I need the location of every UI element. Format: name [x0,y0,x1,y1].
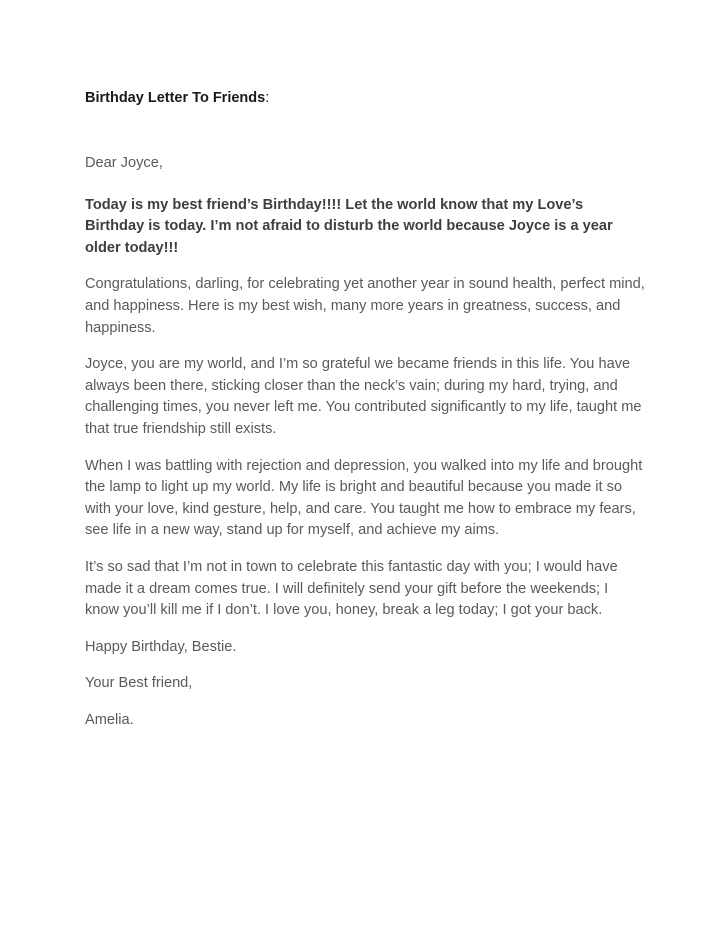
signoff-line: Your Best friend, [85,675,193,692]
opening-paragraph: Today is my best friend’s Birthday!!!! Let the world know that my Love’s Birthday is today. I’m not afraid to disturb the world because Joyce is a year older today!!! [85,196,613,256]
greeting: Dear Joyce, [85,155,163,171]
signature: Amelia. [85,711,134,728]
letter-title-text: Birthday Letter To Friends [85,90,266,106]
paragraph-world: Joyce, you are my world, and I’m so grateful we became friends in this life. You have always been there, sticking closer than the neck’s vain; during my hard, trying, and challenging times, you never left me. You contributed significantly to my life, taught me that true friendship still exists. [85,356,642,437]
paragraph-battling: When I was battling with rejection and depression, you walked into my life and brought the lamp to light up my world. My life is bright and beautiful because you made it so with your love, kind gesture, help, and care. You taught me how to embrace my fears, see life in a new way, stand up for myself, and achieve my aims. [85,457,643,539]
letter-title [85,88,645,109]
letter-title-colon: : [265,90,270,106]
paragraph-not-in-town: It’s so sad that I’m not in town to celebrate this fantastic day with you; I would have made it a dream comes true. I will definitely send your gift before the weekends; I know you’ll kill me if I don’t. I love you, honey, break a leg today; I got your back. [85,558,618,619]
letter-body [85,88,645,731]
paragraph-congratulations: Congratulations, darling, for celebrating yet another year in sound health, perfect mind, and happiness. Here is my best wish, many more years in greatness, success, and happiness. [85,276,645,336]
closing-line: Happy Birthday, Bestie. [85,638,237,655]
